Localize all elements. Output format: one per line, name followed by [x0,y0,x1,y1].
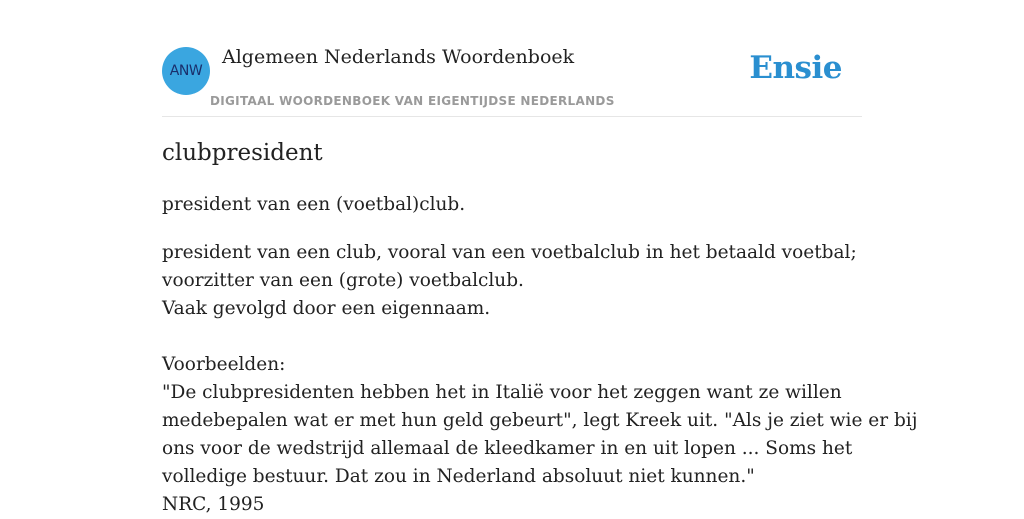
site-title[interactable]: Algemeen Nederlands Woordenboek [222,46,575,68]
example-line: volledige bestuur. Dat zou in Nederland absoluut niet kunnen." [162,466,755,487]
definition-line: president van een club, vooral van een voetbalclub in het betaald voetbal; [162,242,857,263]
short-definition: president van een (voetbal)club. [162,194,466,215]
header [162,0,862,117]
anw-logo[interactable]: ANW [162,47,210,95]
example-source: NRC, 1995 [162,494,265,515]
example-line: "De clubpresidenten hebben het in Italië voor het zeggen want ze willen [162,382,842,403]
examples-label: Voorbeelden: [162,354,286,375]
ensie-logo-link[interactable]: Ensie [749,50,842,86]
spacer [162,323,862,351]
definition-line: voorzitter van een (grote) voetbalclub. [162,270,524,291]
long-definition [162,239,918,519]
example-line: medebepalen wat er met hun geld gebeurt", legt Kreek uit. "Als je ziet wie er bij [162,410,918,431]
site-subtitle: DIGITAAL WOORDENBOEK VAN EIGENTIJDSE NEDERLANDS [210,94,615,108]
entry-title: clubpresident [162,140,323,166]
definition-line: Vaak gevolgd door een eigennaam. [162,298,491,319]
example-line: ons voor de wedstrijd allemaal de kleedkamer in en uit lopen ... Soms het [162,438,853,459]
